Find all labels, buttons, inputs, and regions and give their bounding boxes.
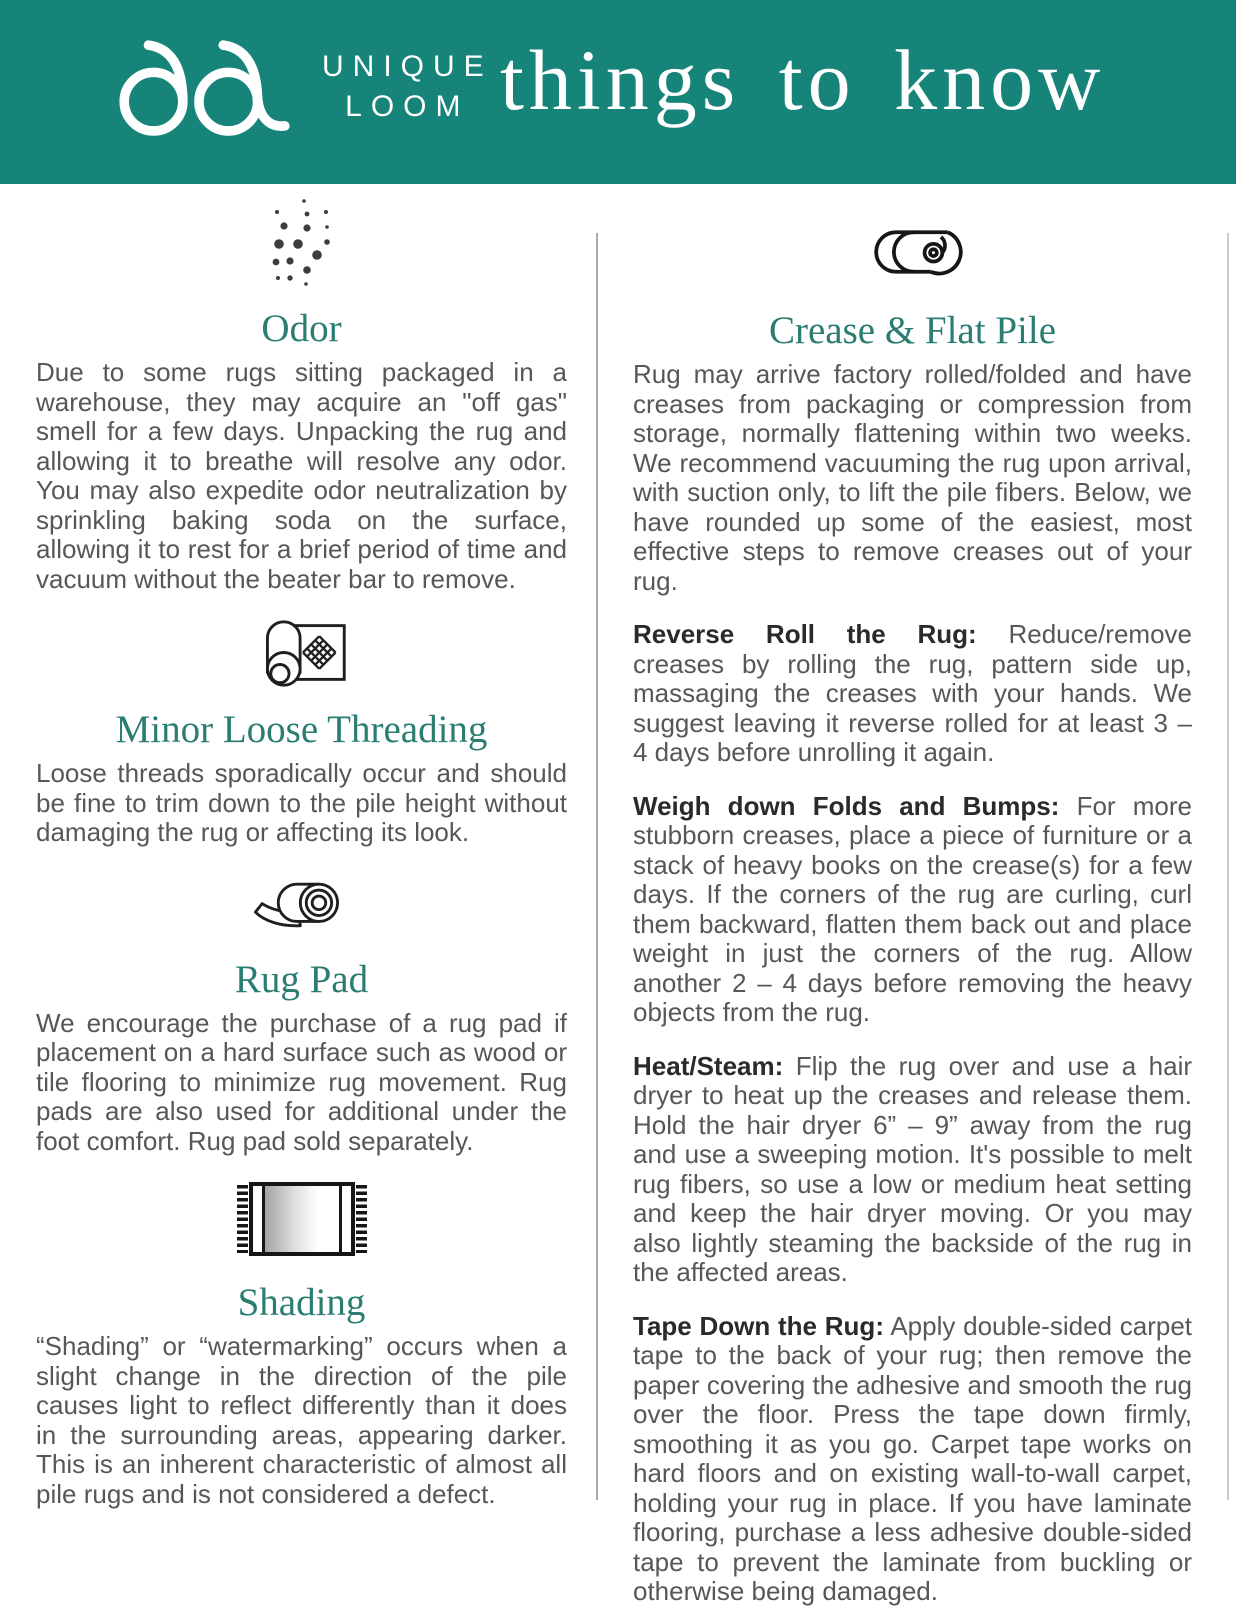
tip-label-reverse-roll: Reverse Roll the Rug: [633,619,977,649]
tip-text-reverse-roll: Reduce/remove creases by rolling the rug, pattern side up, massaging the creases with your hands. We suggest leaving it reverse rolled for at least 3 – 4 days before unrolling it again. [633,619,1193,767]
odor-particles-icon [270,198,334,290]
unrolling-rug-icon [254,612,350,693]
brand-name-line2: LOOM [345,89,470,123]
tip-heat-steam [633,1052,1192,1288]
left-column [36,198,567,1509]
rug-pad-roll-icon [251,874,353,935]
tip-reverse-roll [633,620,1192,768]
section-threading [36,612,567,848]
right-column [633,222,1192,1607]
tip-label-tape-down: Tape Down the Rug: [633,1310,884,1341]
column-divider [596,233,598,1500]
rug-band-left [262,1186,265,1252]
tip-text-tape-down: Apply double-sided carpet tape to the back of your rug; then remove the paper covering the adhesive and smooth the rug over the floor. Press the tape down firmly, smoothing it as you go. Carpet tape works on hard floors and on existing wall-to-wall carpet, holding your rug in place. If you have laminate flooring, purchase a less adhesive double-sided tape to prevent the laminate from buckling or otherwise being damaged. [633,1310,1193,1606]
rug-shading-gradient [265,1186,339,1252]
section-heading-crease: Crease & Flat Pile [768,309,1057,352]
page-title: things to know [500,32,1106,128]
section-intro-crease: Rug may arrive factory rolled/folded and have creases from packaging or compression from storage, normally flattening within two weeks. We recommend vacuuming the rug upon arrival, with suction only, to lift the pile fibers. Below, we have rounded up some of the easiest, most effective steps to remove creases out of your rug. [633,359,1192,596]
brand-name-line1: UNIQUE [322,49,493,83]
brand-block [106,36,493,137]
brand-name [322,47,493,127]
section-heading-rugpad: Rug Pad [234,957,369,1001]
rug-fringe-left [237,1185,248,1253]
section-heading-shading: Shading [237,1281,366,1324]
section-odor [36,198,567,594]
rug-band-right [339,1186,342,1252]
tip-tape-down [633,1312,1192,1607]
tip-weigh-down [633,792,1192,1028]
rug-fringe-right [356,1185,367,1253]
shaded-rug-icon [237,1182,367,1256]
section-shading [36,1182,567,1509]
tip-label-weigh-down: Weigh down Folds and Bumps: [633,790,1060,821]
tip-text-heat-steam: Flip the rug over and use a hair dryer to heat up the creases and release them. Hold the hair dryer 6” – 9” away from the rug and use a sweeping motion. It's possible to melt rug fibers, so use a low or medium heat setting and keep the hair dryer moving. Or you may also lightly steaming the backside of the rug in the affected areas. [633,1050,1193,1287]
section-body-odor: Due to some rugs sitting packaged in a warehouse, they may acquire an "off gas" smell for a few days. Unpacking the rug and allowing it to breathe will resolve any odor. You may also expedite odor neutralization by sprinkling baking soda on the surface, allowing it to rest for a brief period of time and vacuum without the beater bar to remove. [36,357,567,594]
header-banner [0,0,1236,184]
section-body-shading: “Shading” or “watermarking” occurs when a slight change in the direction of the pile causes light to reflect differently than it does in the surrounding areas, appearing darker. This is an inherent characteristic of almost all pile rugs and is not considered a defect. [36,1331,567,1509]
section-heading-threading: Minor Loose Threading [115,708,488,751]
unique-loom-logo-icon [106,36,298,137]
rug-border [249,1182,355,1256]
rolled-rug-icon [855,222,971,282]
tip-label-heat-steam: Heat/Steam: [633,1050,784,1081]
section-rugpad [36,874,567,1157]
section-body-threading: Loose threads sporadically occur and should be fine to trim down to the pile height without damaging the rug or affecting its look. [36,758,567,847]
section-crease [633,222,1192,1607]
section-body-rugpad: We encourage the purchase of a rug pad if placement on a hard surface such as wood or tile flooring to minimize rug movement. Rug pads are also used for additional under the foot comfort. Rug pad sold separately. [36,1007,567,1156]
tip-text-weigh-down: For more stubborn creases, place a piece of furniture or a stack of heavy books on the crease(s) for a few days. If the corners of the rug are curling, curl them backward, flatten them back out and place weight in just the corners of the rug. Allow another 2 – 4 days before removing the heavy objects from the rug. [633,790,1192,1027]
page-edge-line [1227,233,1229,1500]
section-heading-odor: Odor [261,307,342,350]
